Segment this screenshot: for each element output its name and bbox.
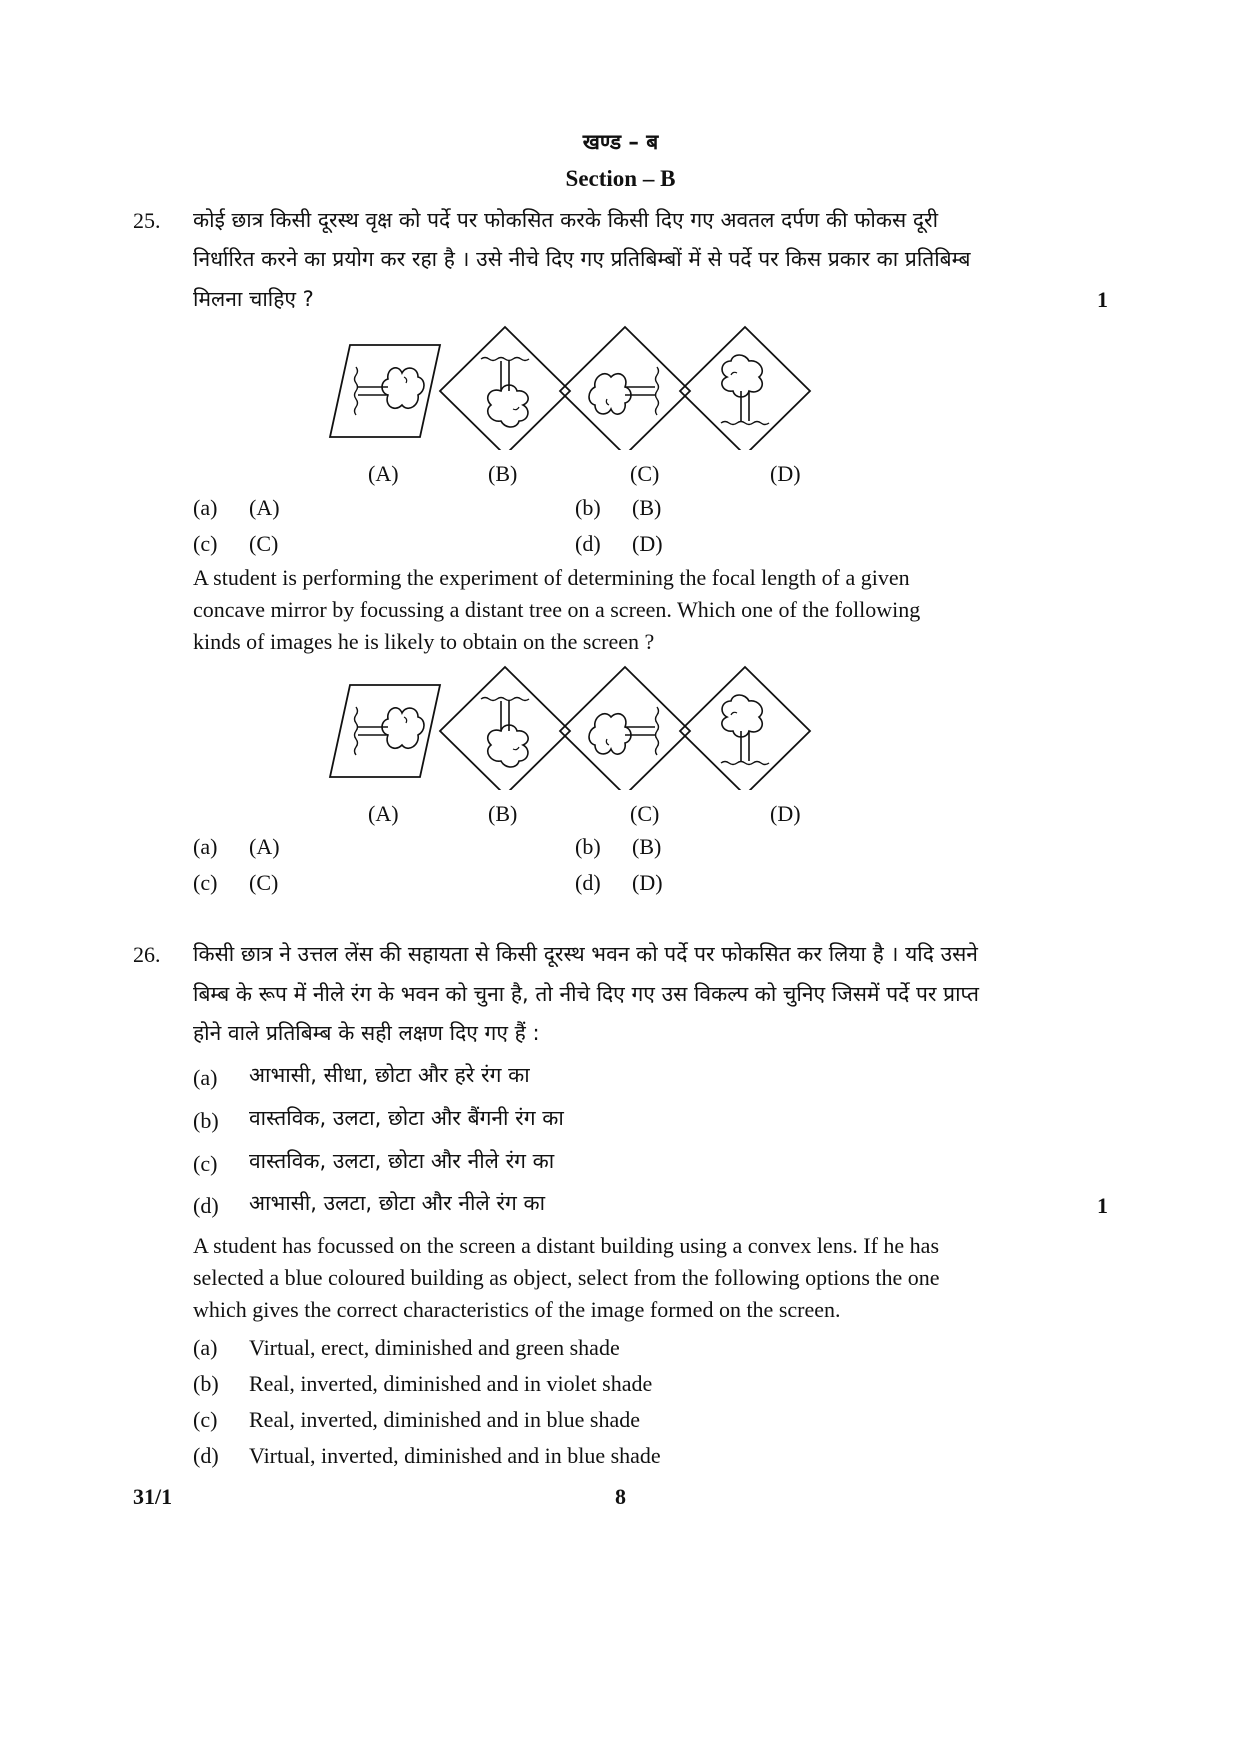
figure-b-diamond xyxy=(440,327,570,450)
q25-hindi-line-2: निर्धारित करने का प्रयोग कर रहा है । उसे नीचे दिए गए प्रतिबिम्बों में से पर्दे पर किस प्रकार का प्रतिबिम्ब xyxy=(193,247,971,271)
q25-english-line-2: concave mirror by focussing a distant tree on a screen. Which one of the following xyxy=(193,597,921,622)
q25-figure-set-2 xyxy=(320,665,860,790)
figure-a-parallelogram-2 xyxy=(330,685,440,777)
q26-english-option-a-text: Virtual, erect, diminished and green shade xyxy=(249,1335,620,1360)
q25-option-b-text: (B) xyxy=(632,495,662,520)
q26-english-option-a-letter: (a) xyxy=(193,1335,218,1360)
q25-en-option-b-text: (B) xyxy=(632,834,662,859)
q25-option-d-text: (D) xyxy=(632,531,663,556)
figure-d-diamond-2 xyxy=(680,667,810,790)
q26-english-option-b-letter: (b) xyxy=(193,1371,219,1396)
q25-english-line-1: A student is performing the experiment of determining the focal length of a given xyxy=(193,565,910,590)
figure-d-diamond xyxy=(680,327,810,450)
q25-figure-set-1 xyxy=(320,325,860,450)
question-26-number: 26. xyxy=(133,942,161,967)
q26-hindi-line-3: होने वाले प्रतिबिम्ब के सही लक्षण दिए गए हैं : xyxy=(193,1021,540,1045)
figure-label-c-2: (C) xyxy=(630,801,660,826)
q25-hindi-line-3: मिलना चाहिए ? xyxy=(193,287,314,311)
footer-page-number: 8 xyxy=(615,1484,626,1509)
footer-paper-code: 31/1 xyxy=(133,1484,173,1509)
figure-a-parallelogram xyxy=(330,345,440,437)
figure-label-b: (B) xyxy=(488,461,518,486)
q26-english-line-2: selected a blue coloured building as object, select from the following options the one xyxy=(193,1265,940,1290)
section-title-english: Section – B xyxy=(565,166,676,191)
figure-label-b-2: (B) xyxy=(488,801,518,826)
figure-c-diamond xyxy=(560,327,690,450)
q25-en-option-c-letter: (c) xyxy=(193,870,218,895)
q25-marks: 1 xyxy=(1097,287,1108,312)
q25-option-d-letter: (d) xyxy=(575,531,601,556)
figure-label-a-2: (A) xyxy=(368,801,399,826)
q25-english-line-3: kinds of images he is likely to obtain on the screen ? xyxy=(193,629,655,654)
q25-en-option-d-letter: (d) xyxy=(575,870,601,895)
q26-hindi-option-d-text: आभासी, उलटा, छोटा और नीले रंग का xyxy=(249,1191,546,1215)
q26-hindi-option-b-text: वास्तविक, उलटा, छोटा और बैंगनी रंग का xyxy=(249,1106,564,1130)
q25-option-a-text: (A) xyxy=(249,495,280,520)
figure-b-diamond-2 xyxy=(440,667,570,790)
q26-hindi-option-c-text: वास्तविक, उलटा, छोटा और नीले रंग का xyxy=(249,1149,555,1173)
q25-en-option-a-letter: (a) xyxy=(193,834,218,859)
q26-hindi-option-a-letter: (a) xyxy=(193,1065,218,1090)
figure-label-d: (D) xyxy=(770,461,801,486)
q26-hindi-option-b-letter: (b) xyxy=(193,1108,219,1133)
q26-english-option-d-letter: (d) xyxy=(193,1443,219,1468)
q26-english-option-d-text: Virtual, inverted, diminished and in blue shade xyxy=(249,1443,661,1468)
q26-english-line-3: which gives the correct characteristics of the image formed on the screen. xyxy=(193,1297,841,1322)
q26-english-option-b-text: Real, inverted, diminished and in violet shade xyxy=(249,1371,653,1396)
q26-english-option-c-letter: (c) xyxy=(193,1407,218,1432)
q26-hindi-line-2: बिम्ब के रूप में नीले रंग के भवन को चुना है, तो नीचे दिए गए उस विकल्प को चुनिए जिसमें पर्दे पर प्राप्त xyxy=(193,982,979,1006)
q26-english-line-1: A student has focussed on the screen a distant building using a convex lens. If he has xyxy=(193,1233,940,1258)
q25-option-a-letter: (a) xyxy=(193,495,218,520)
q25-en-option-a-text: (A) xyxy=(249,834,280,859)
q25-en-option-d-text: (D) xyxy=(632,870,663,895)
q25-en-option-b-letter: (b) xyxy=(575,834,601,859)
q26-hindi-option-c-letter: (c) xyxy=(193,1151,218,1176)
figure-c-diamond-2 xyxy=(560,667,690,790)
q25-option-b-letter: (b) xyxy=(575,495,601,520)
q26-hindi-option-a-text: आभासी, सीधा, छोटा और हरे रंग का xyxy=(249,1063,530,1087)
question-25-number: 25. xyxy=(133,208,161,233)
figure-label-a: (A) xyxy=(368,461,399,486)
section-title-hindi: खण्ड – ब xyxy=(582,130,659,154)
figure-label-d-2: (D) xyxy=(770,801,801,826)
q25-option-c-text: (C) xyxy=(249,531,279,556)
q25-hindi-line-1: कोई छात्र किसी दूरस्थ वृक्ष को पर्दे पर फोकसित करके किसी दिए गए अवतल दर्पण की फोकस दूरी xyxy=(193,208,939,232)
q26-marks: 1 xyxy=(1097,1193,1108,1218)
q26-hindi-option-d-letter: (d) xyxy=(193,1193,219,1218)
q25-option-c-letter: (c) xyxy=(193,531,218,556)
figure-label-c: (C) xyxy=(630,461,660,486)
q26-english-option-c-text: Real, inverted, diminished and in blue shade xyxy=(249,1407,641,1432)
q26-hindi-line-1: किसी छात्र ने उत्तल लेंस की सहायता से किसी दूरस्थ भवन को पर्दे पर फोकसित कर लिया है । यदि उसने xyxy=(193,942,978,966)
q25-en-option-c-text: (C) xyxy=(249,870,279,895)
